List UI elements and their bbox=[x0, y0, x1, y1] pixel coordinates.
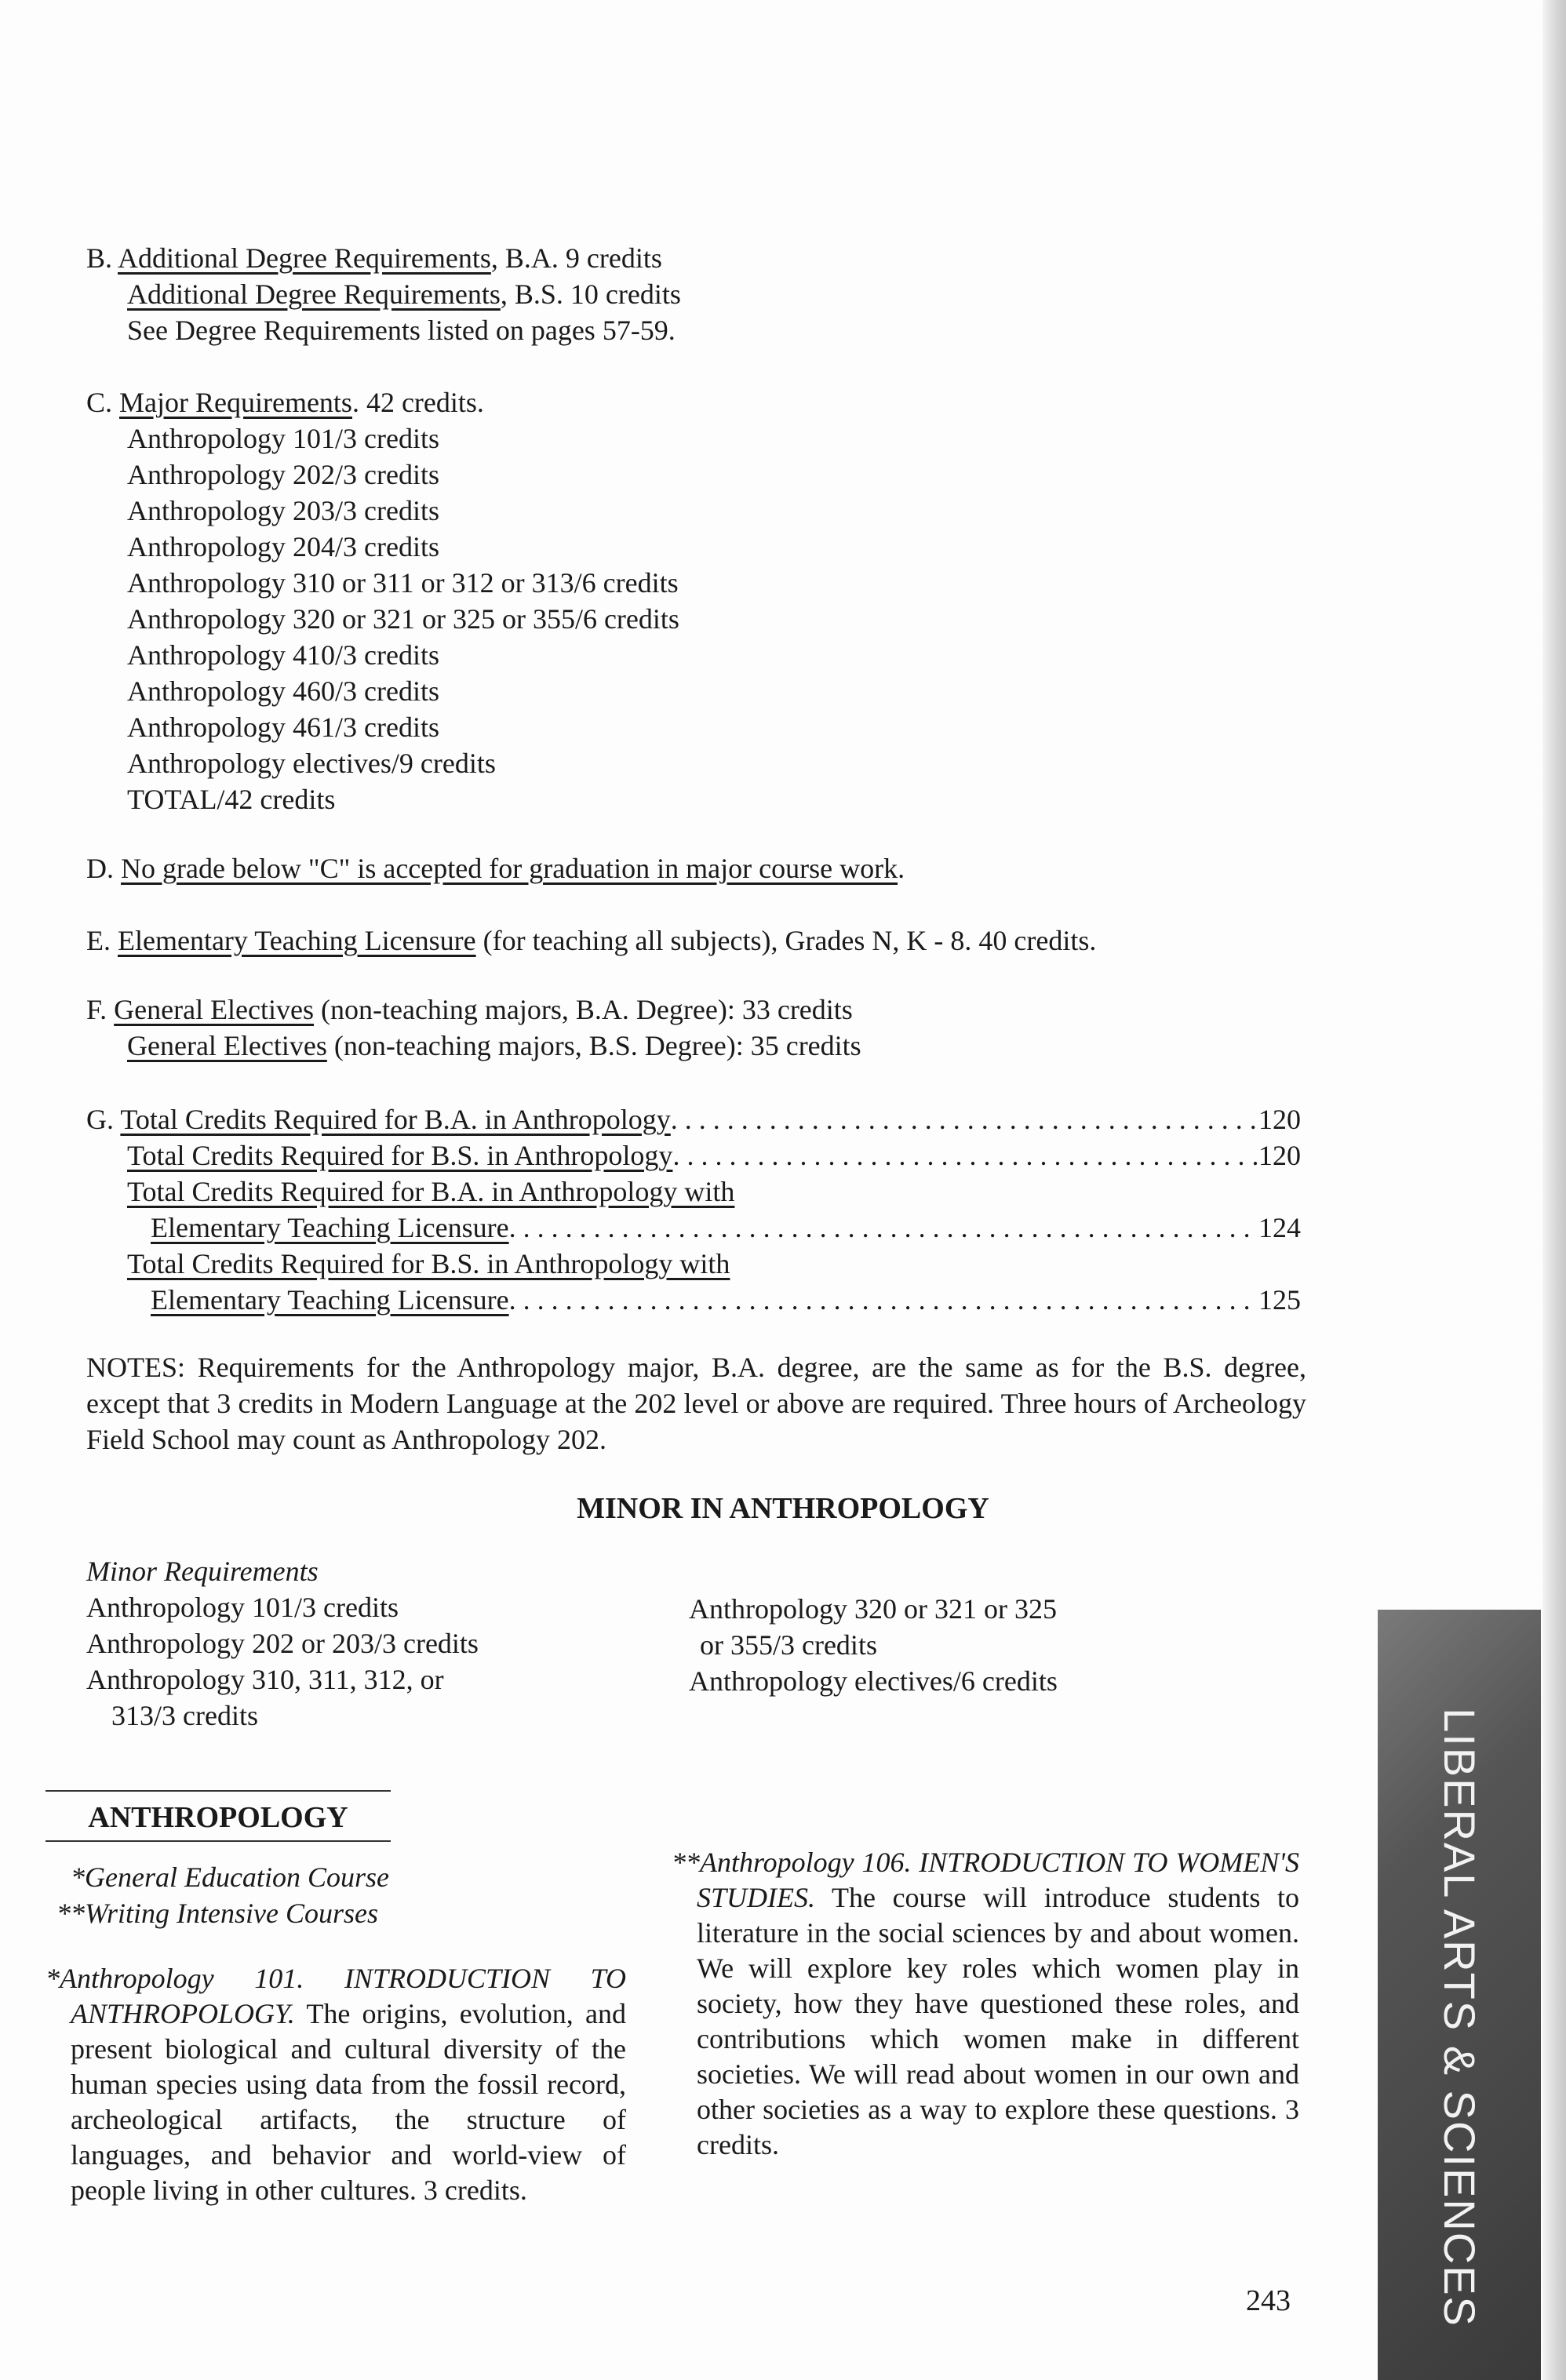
major-item: Anthropology 320 or 321 or 325 or 355/6 credits bbox=[127, 603, 679, 635]
course-legend bbox=[46, 1859, 438, 1931]
additional-degree-bs-credits: , B.S. 10 credits bbox=[500, 278, 681, 310]
minor-item: Anthropology 310, 311, 312, or bbox=[86, 1664, 444, 1695]
dot-leader bbox=[509, 1282, 1258, 1318]
section-c-marker: C. bbox=[86, 387, 113, 418]
elementary-licensure-details: (for teaching all subjects), Grades N, K - 8. 40 credits. bbox=[475, 925, 1097, 956]
general-electives-bs-credits: (non-teaching majors, B.S. Degree): 35 credits bbox=[326, 1030, 861, 1061]
major-total: TOTAL/42 credits bbox=[127, 784, 336, 815]
section-e bbox=[86, 923, 1310, 959]
minor-item-continued: or 355/3 credits bbox=[700, 1629, 877, 1661]
total-ba-row bbox=[86, 1101, 1301, 1137]
total-ba-licensure-text: Total Credits Required for B.A. in Anthropology with bbox=[127, 1176, 735, 1207]
general-electives-ba-label: General Electives bbox=[114, 994, 315, 1025]
dot-leader bbox=[509, 1210, 1258, 1246]
additional-degree-ba-credits: , B.A. 9 credits bbox=[490, 242, 662, 274]
minor-item: Anthropology 202 or 203/3 credits bbox=[86, 1628, 479, 1659]
total-ba-licensure-value: 124 bbox=[1258, 1212, 1301, 1243]
section-e-marker: E. bbox=[86, 925, 111, 956]
section-side-tab bbox=[1378, 1610, 1541, 2380]
section-b-note: See Degree Requirements listed on pages 57-59. bbox=[127, 315, 676, 346]
general-electives-ba-credits: (non-teaching majors, B.A. Degree): 33 credits bbox=[314, 994, 853, 1025]
additional-degree-bs-label: Additional Degree Requirements bbox=[127, 278, 501, 310]
major-item: Anthropology 101/3 credits bbox=[127, 423, 439, 454]
minor-item-continued: 313/3 credits bbox=[111, 1700, 258, 1731]
course-101-description: The origins, evolution, and present biological and cultural diversity of the human species using data from the fossil record, archeological artifacts, the structure of languages, and behavior and world-view of people living in other cultures. 3 credits. bbox=[71, 1998, 626, 2206]
legend-writing-intensive: **Writing Intensive Courses bbox=[56, 1898, 378, 1929]
course-106-title: **Anthropology 106. INTRODUCTION TO WOMEN'S STUDIES. bbox=[672, 1847, 1299, 1913]
dot-leader bbox=[672, 1137, 1258, 1174]
course-106-description: The course will introduce students to literature in the social sciences by and about women. We will explore key roles which women play in society, how they have questioned these roles, and contributions which women make in different societies. We will read about women in our own and other societies as a way to explore these questions. 3 credits. bbox=[697, 1882, 1299, 2160]
major-item: Anthropology 204/3 credits bbox=[127, 531, 439, 562]
major-item: Anthropology 460/3 credits bbox=[127, 675, 439, 707]
section-f bbox=[86, 992, 1310, 1064]
major-item: Anthropology 310 or 311 or 312 or 313/6 credits bbox=[127, 567, 679, 599]
total-bs-label: Total Credits Required for B.S. in Anthropology bbox=[127, 1140, 673, 1171]
major-requirements-label: Major Requirements bbox=[119, 387, 352, 418]
course-anthropology-101 bbox=[46, 1961, 626, 2208]
total-bs-value: 120 bbox=[1258, 1140, 1301, 1171]
minor-left-column bbox=[86, 1553, 683, 1734]
total-ba-label: Total Credits Required for B.A. in Anthropology bbox=[120, 1104, 671, 1135]
total-ba-licensure-row bbox=[86, 1210, 1301, 1246]
course-anthropology-106 bbox=[672, 1845, 1299, 2163]
section-b bbox=[86, 240, 1310, 348]
grade-requirement: No grade below "C" is accepted for graduation in major course work bbox=[121, 853, 898, 884]
major-item: Anthropology 410/3 credits bbox=[127, 639, 439, 671]
elementary-licensure-label: Elementary Teaching Licensure bbox=[118, 925, 476, 956]
additional-degree-ba-label: Additional Degree Requirements bbox=[118, 242, 491, 274]
total-ba-licensure-label: Elementary Teaching Licensure bbox=[151, 1212, 509, 1243]
total-bs-licensure-row bbox=[86, 1282, 1301, 1318]
minor-item: Anthropology 320 or 321 or 325 bbox=[689, 1593, 1057, 1625]
side-tab-label: LIBERAL ARTS & SCIENCES bbox=[1435, 1708, 1484, 2327]
anthropology-heading: ANTHROPOLOGY bbox=[46, 1790, 391, 1842]
section-b-line-2 bbox=[86, 276, 1310, 312]
page-number: 243 bbox=[1246, 2284, 1291, 2317]
section-c-heading bbox=[86, 384, 1310, 420]
minor-item: Anthropology electives/6 credits bbox=[689, 1665, 1058, 1697]
total-ba-licensure-label-1 bbox=[86, 1174, 1301, 1210]
total-bs-licensure-label-1 bbox=[86, 1246, 1301, 1282]
dot-leader bbox=[671, 1101, 1258, 1137]
page-edge-shadow bbox=[1542, 0, 1566, 2380]
major-item: Anthropology 461/3 credits bbox=[127, 711, 439, 743]
total-bs-licensure-text: Total Credits Required for B.S. in Anthropology with bbox=[127, 1248, 730, 1279]
total-bs-licensure-value: 125 bbox=[1258, 1284, 1301, 1316]
minor-right-column bbox=[689, 1591, 1254, 1699]
course-101-title: *Anthropology 101. INTRODUCTION TO ANTHROPOLOGY. bbox=[46, 1963, 626, 2029]
minor-heading: MINOR IN ANTHROPOLOGY bbox=[577, 1492, 989, 1525]
major-requirements-credits: . 42 credits. bbox=[351, 387, 484, 418]
section-f-marker: F. bbox=[86, 994, 107, 1025]
total-bs-row bbox=[86, 1137, 1301, 1174]
section-g bbox=[86, 1101, 1301, 1318]
section-b-line-1 bbox=[86, 240, 1310, 276]
major-item: Anthropology electives/9 credits bbox=[127, 748, 496, 779]
major-item: Anthropology 202/3 credits bbox=[127, 459, 439, 490]
section-d-marker: D. bbox=[86, 853, 114, 884]
section-g-marker: G. bbox=[86, 1104, 114, 1135]
section-d bbox=[86, 850, 1310, 886]
notes-paragraph: NOTES: Requirements for the Anthropology major, B.A. degree, are the same as for the B.S. degree, except that 3 credits in Modern Language at the 202 level or above are required. Three hours of Archeology Field School may count as Anthropology 202. bbox=[86, 1352, 1306, 1455]
section-d-period: . bbox=[898, 853, 905, 884]
total-bs-licensure-label: Elementary Teaching Licensure bbox=[151, 1284, 509, 1316]
section-b-marker: B. bbox=[86, 242, 113, 274]
major-item: Anthropology 203/3 credits bbox=[127, 495, 439, 526]
section-c bbox=[86, 384, 1310, 817]
general-electives-bs-label: General Electives bbox=[127, 1030, 327, 1061]
total-ba-value: 120 bbox=[1258, 1104, 1301, 1135]
minor-subheading: Minor Requirements bbox=[86, 1556, 319, 1587]
minor-item: Anthropology 101/3 credits bbox=[86, 1592, 399, 1623]
legend-general-education: *General Education Course bbox=[71, 1861, 389, 1893]
